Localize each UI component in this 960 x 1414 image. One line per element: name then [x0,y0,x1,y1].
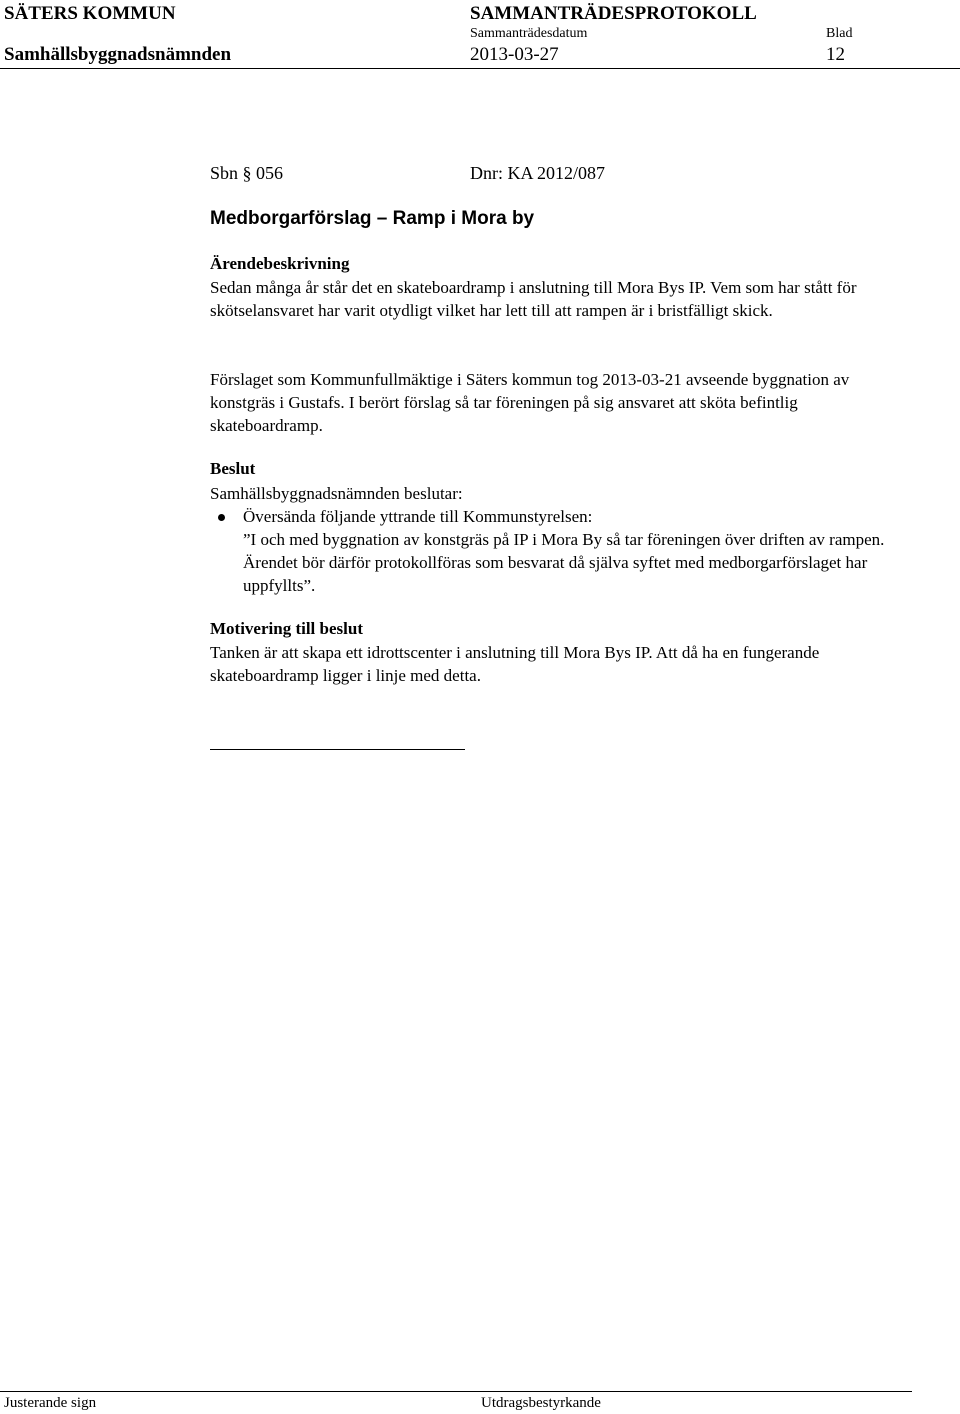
meeting-date: 2013-03-27 [470,44,559,65]
header-rule [0,68,960,69]
description-heading: Ärendebeskrivning [210,254,350,273]
footer-rule [0,1391,912,1392]
motivation-heading: Motivering till beslut [210,619,363,638]
committee-name: Samhällsbyggnadsnämnden [4,44,232,65]
decision-intro: Samhällsbyggnadsnämnden beslutar: [210,484,463,503]
case-paragraph [210,163,283,184]
municipality-name: SÄTERS KOMMUN [4,3,176,24]
paragraph-number: 056 [256,163,284,183]
paragraph-prefix: Sbn [210,163,239,183]
bullet-icon [218,514,225,521]
decision-statement-text: ”I och med byggnation av konstgräs på IP i Mora By så tar föreningen över driften av rampen. Ärendet bör därför protokollföras som besvarat då själva syftet med medborgarförslaget har uppfyllts”. [243,530,885,595]
paragraph-symbol: § [242,163,252,183]
diary-number: Dnr: KA 2012/087 [470,163,605,183]
description-text-2: Förslaget som Kommunfullmäktige i Säters kommun tog 2013-03-21 avseende byggnation av konstgräs i Gustafs. I berört förslag så tar föreningen på sig ansvaret att sköta befintlig skateboardramp. [210,370,850,435]
description-text-1: Sedan många år står det en skateboardramp i anslutning till Mora Bys IP. Vem som har stått för skötselansvaret har varit otydligt vilket har lett till att rampen är i bristfälligt skick. [210,278,857,320]
page-number: 12 [826,44,845,65]
protocol-title: SAMMANTRÄDESPROTOKOLL [470,3,757,24]
motivation-text: Tanken är att skapa ett idrottscenter i anslutning till Mora Bys IP. Att då ha en fungerande skateboardramp ligger i linje med detta. [210,643,820,685]
decision-bullet: Översända följande yttrande till Kommunstyrelsen: [243,507,593,526]
description-paragraph-1 [210,276,900,322]
extract-label: Utdragsbestyrkande [481,1395,601,1411]
description-paragraph-2 [210,368,900,437]
date-label: Sammanträdesdatum [470,26,588,41]
sign-label: Justerande sign [4,1395,97,1411]
signature-line [210,749,465,750]
case-title: Medborgarförslag – Ramp i Mora by [210,208,535,229]
decision-heading: Beslut [210,459,256,478]
page-label: Blad [826,26,853,41]
motivation-paragraph [210,641,900,687]
decision-statement [243,528,903,597]
